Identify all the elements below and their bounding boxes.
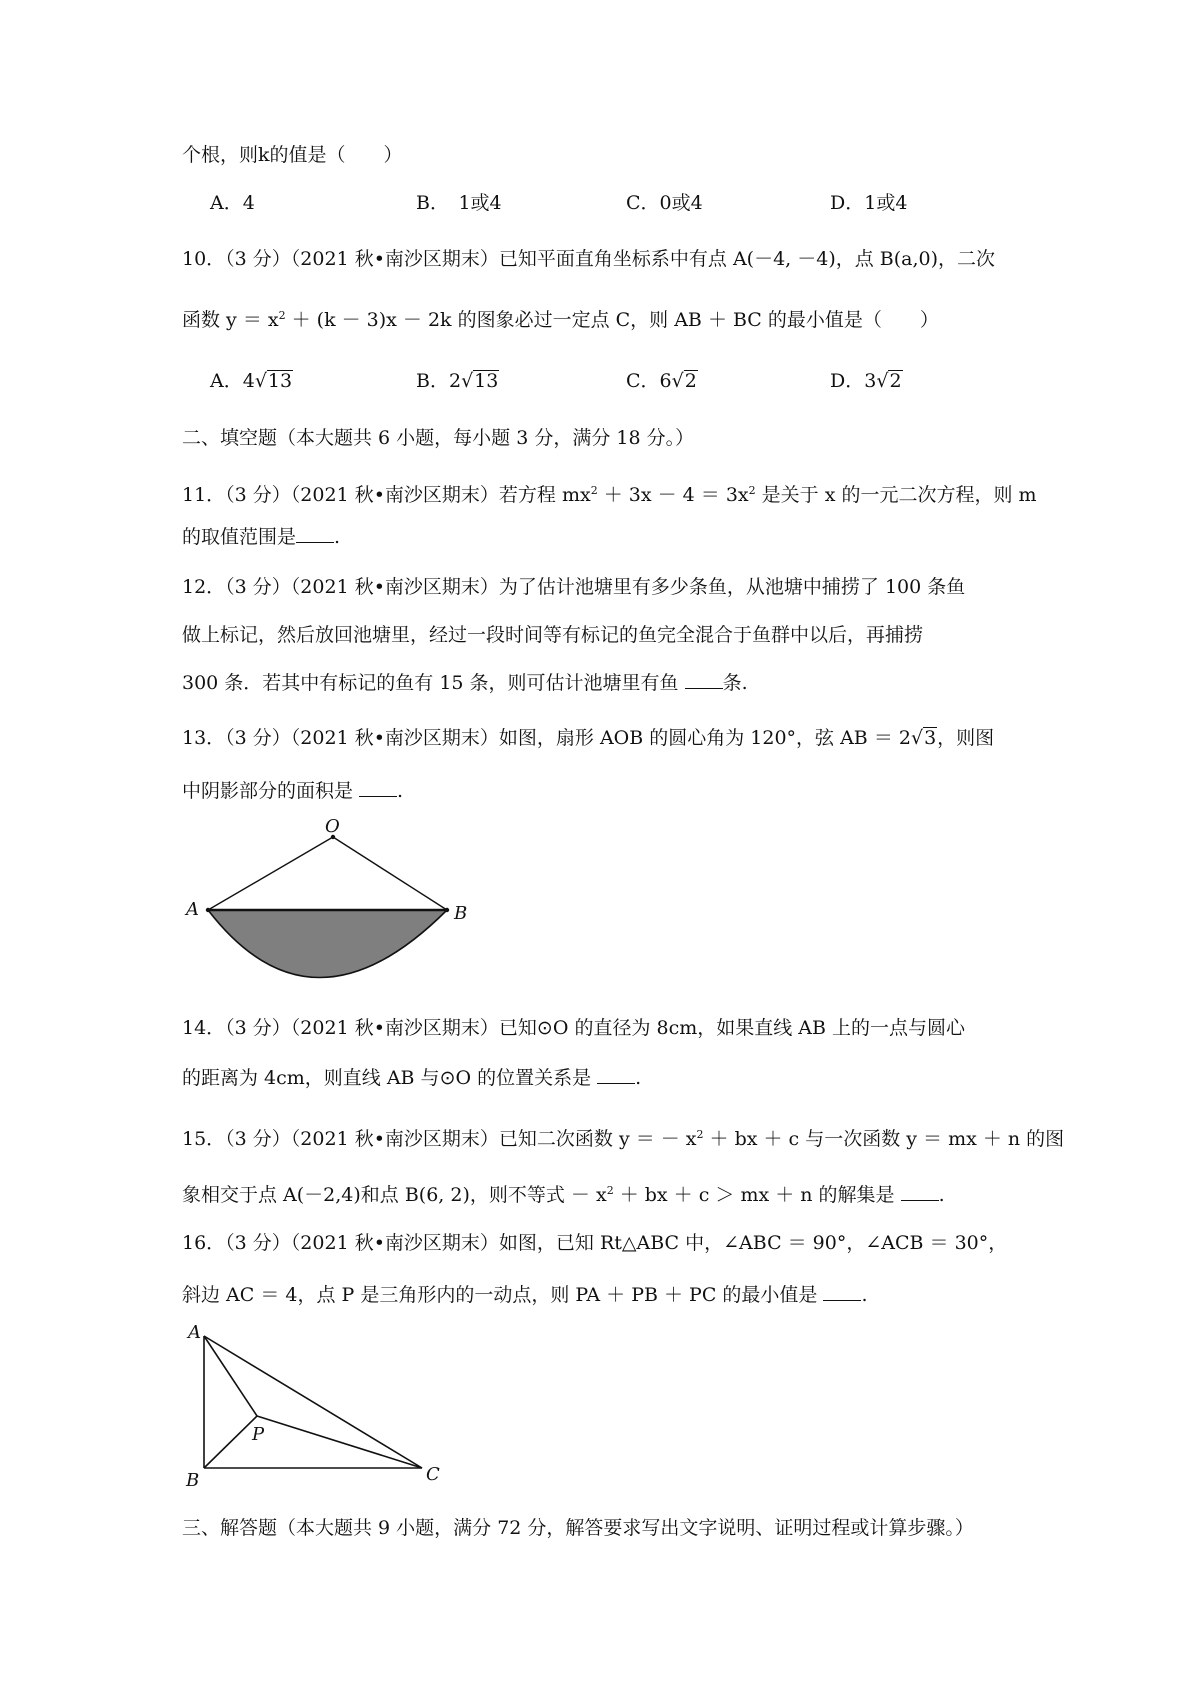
q13-text-a: 13．（3 分）（2021 秋•南沙区期末）如图，扇形 AOB 的圆心角为 120°，弦 AB ＝ 2 xyxy=(182,727,911,749)
period: . xyxy=(938,1184,945,1206)
sqrt-icon: √ xyxy=(254,370,267,392)
q15-exp2: 2 xyxy=(606,1184,614,1197)
q9-stem xyxy=(182,142,403,168)
answer-blank[interactable] xyxy=(296,524,334,543)
q10-option-a-coef: A．4 xyxy=(210,370,255,392)
radius-ob xyxy=(333,837,447,910)
q15-line1 xyxy=(182,1122,1064,1152)
shaded-segment xyxy=(208,910,447,978)
q10-line1: 10．（3 分）（2021 秋•南沙区期末）已知平面直角坐标系中有点 A(－4, －4)，点 B(a,0)，二次 xyxy=(182,248,996,270)
q14-text-d: O 的位置关系是 xyxy=(455,1067,598,1089)
q15-text-c: 象相交于点 A(－2,4)和点 B(6, 2)，则不等式 － x xyxy=(182,1184,607,1206)
label-p: P xyxy=(252,1424,265,1445)
q12-text-a: 300 条．若其中有标记的鱼有 15 条，则可估计池塘里有鱼 xyxy=(182,672,685,694)
q10-option-b xyxy=(416,368,499,394)
q14-text-a: 14．（3 分）（2021 秋•南沙区期末）已知 xyxy=(182,1017,537,1039)
section-2-heading: 二、填空题（本大题共 6 小题，每小题 3 分，满分 18 分。） xyxy=(182,427,695,449)
q12-line2: 做上标记，然后放回池塘里，经过一段时间等有标记的鱼完全混合于鱼群中以后，再捕捞 xyxy=(182,624,924,646)
q16-line2 xyxy=(182,1282,867,1308)
q10-option-b-coef: B．2 xyxy=(416,370,462,392)
q9-text2: 的值是（ ） xyxy=(269,144,403,166)
q9-k: k xyxy=(258,144,270,166)
answer-blank[interactable] xyxy=(597,1065,635,1084)
q15-line2 xyxy=(182,1178,945,1208)
q9-option-d: D．1或4 xyxy=(830,192,908,214)
q10-func: 函数 y ＝ x xyxy=(182,309,279,331)
q14-line1 xyxy=(182,1015,965,1041)
q9-option-b: B． 1或4 xyxy=(416,192,502,214)
q16-text-a: 斜边 AC ＝ 4，点 P 是三角形内的一动点，则 PA ＋ PB ＋ PC 的最小值是 xyxy=(182,1284,824,1306)
q11-line1 xyxy=(182,478,1037,508)
q13-rad: 3 xyxy=(924,727,937,749)
answer-blank[interactable] xyxy=(359,778,397,797)
q13-line1 xyxy=(182,725,994,751)
q10-option-c xyxy=(626,368,698,394)
label-b: B xyxy=(454,903,468,924)
q11-text-a: 11．（3 分）（2021 秋•南沙区期末）若方程 mx xyxy=(182,484,591,506)
q10-func-rest: ＋ (k － 3)x － 2k 的图象必过一定点 C，则 AB ＋ BC 的最小值是（ ） xyxy=(285,309,939,331)
q15-text-a: 15．（3 分）（2021 秋•南沙区期末）已知二次函数 y ＝ － x xyxy=(182,1128,697,1150)
sqrt-icon: √ xyxy=(461,370,474,392)
q10-option-d-coef: D．3 xyxy=(830,370,877,392)
segment-pa xyxy=(204,1336,257,1416)
q10-exp: 2 xyxy=(278,309,286,322)
q12-line1: 12．（3 分）（2021 秋•南沙区期末）为了估计池塘里有多少条鱼，从池塘中捕捞了 100 条鱼 xyxy=(182,576,966,598)
q10-option-a-rad: 13 xyxy=(267,370,293,392)
segment-pb xyxy=(204,1416,257,1468)
q10-option-c-coef: C．6 xyxy=(626,370,672,392)
q12-text-b: 条. xyxy=(722,672,748,694)
q11-line2 xyxy=(182,524,340,550)
sqrt-icon: √ xyxy=(910,727,924,749)
answer-blank[interactable] xyxy=(823,1282,861,1301)
q14-text-b: O 的直径为 8cm，如果直线 AB 上的一点与圆心 xyxy=(552,1017,965,1039)
q9-option-a: A．4 xyxy=(210,192,255,214)
period: . xyxy=(334,526,341,548)
radius-oa xyxy=(208,837,333,910)
sqrt-icon: √ xyxy=(671,370,684,392)
circle-dot-icon: ⊙ xyxy=(439,1067,456,1089)
q9-text: 个根，则 xyxy=(182,144,259,166)
circle-dot-icon: ⊙ xyxy=(536,1017,553,1039)
q15-text-b: ＋ bx ＋ c 与一次函数 y ＝ mx ＋ n 的图 xyxy=(703,1128,1065,1150)
point-b xyxy=(445,908,449,912)
q11-text-c: 是关于 x 的一元二次方程，则 m xyxy=(755,484,1037,506)
q10-line2 xyxy=(182,303,939,333)
period: . xyxy=(397,780,404,802)
q10-option-d-rad: 2 xyxy=(889,370,902,392)
label-a: A xyxy=(186,899,199,920)
answer-blank[interactable] xyxy=(685,670,723,689)
side-ac xyxy=(204,1336,422,1468)
q13-text-b: ，则图 xyxy=(937,727,995,749)
section-3-heading: 三、解答题（本大题共 9 小题，满分 72 分，解答要求写出文字说明、证明过程或计算步骤。） xyxy=(182,1517,974,1539)
label-o: O xyxy=(325,816,340,837)
q10-option-a xyxy=(210,368,293,394)
q11-text-b: ＋ 3x － 4 ＝ 3x xyxy=(597,484,749,506)
q15-text-d: ＋ bx ＋ c ＞ mx ＋ n 的解集是 xyxy=(613,1184,901,1206)
point-a xyxy=(206,908,210,912)
q11-text-d: 的取值范围是 xyxy=(182,526,297,548)
q16-line1: 16．（3 分）（2021 秋•南沙区期末）如图，已知 Rt△ABC 中，∠ABC ＝ 90°，∠ACB ＝ 30°， xyxy=(182,1232,1008,1254)
q10-option-b-rad: 13 xyxy=(474,370,499,392)
sector-figure xyxy=(182,815,472,995)
segment-pc xyxy=(257,1416,422,1468)
q9-option-c: C．0或4 xyxy=(626,192,703,214)
label-c: C xyxy=(426,1464,440,1485)
q10-option-c-rad: 2 xyxy=(684,370,697,392)
q13-line2 xyxy=(182,778,403,804)
label-b: B xyxy=(186,1470,200,1488)
q14-line2 xyxy=(182,1065,641,1091)
q12-line3 xyxy=(182,670,748,696)
answer-blank[interactable] xyxy=(901,1182,939,1201)
q14-text-c: 的距离为 4cm，则直线 AB 与 xyxy=(182,1067,440,1089)
q11-exp2: 2 xyxy=(748,484,756,497)
q15-exp: 2 xyxy=(696,1128,704,1141)
triangle-figure xyxy=(182,1318,462,1488)
period: . xyxy=(635,1067,642,1089)
sqrt-icon: √ xyxy=(876,370,889,392)
q10-option-d xyxy=(830,368,903,394)
label-a: A xyxy=(188,1322,201,1343)
q11-exp1: 2 xyxy=(590,484,598,497)
q13-text-c: 中阴影部分的面积是 xyxy=(182,780,360,802)
period: . xyxy=(861,1284,868,1306)
